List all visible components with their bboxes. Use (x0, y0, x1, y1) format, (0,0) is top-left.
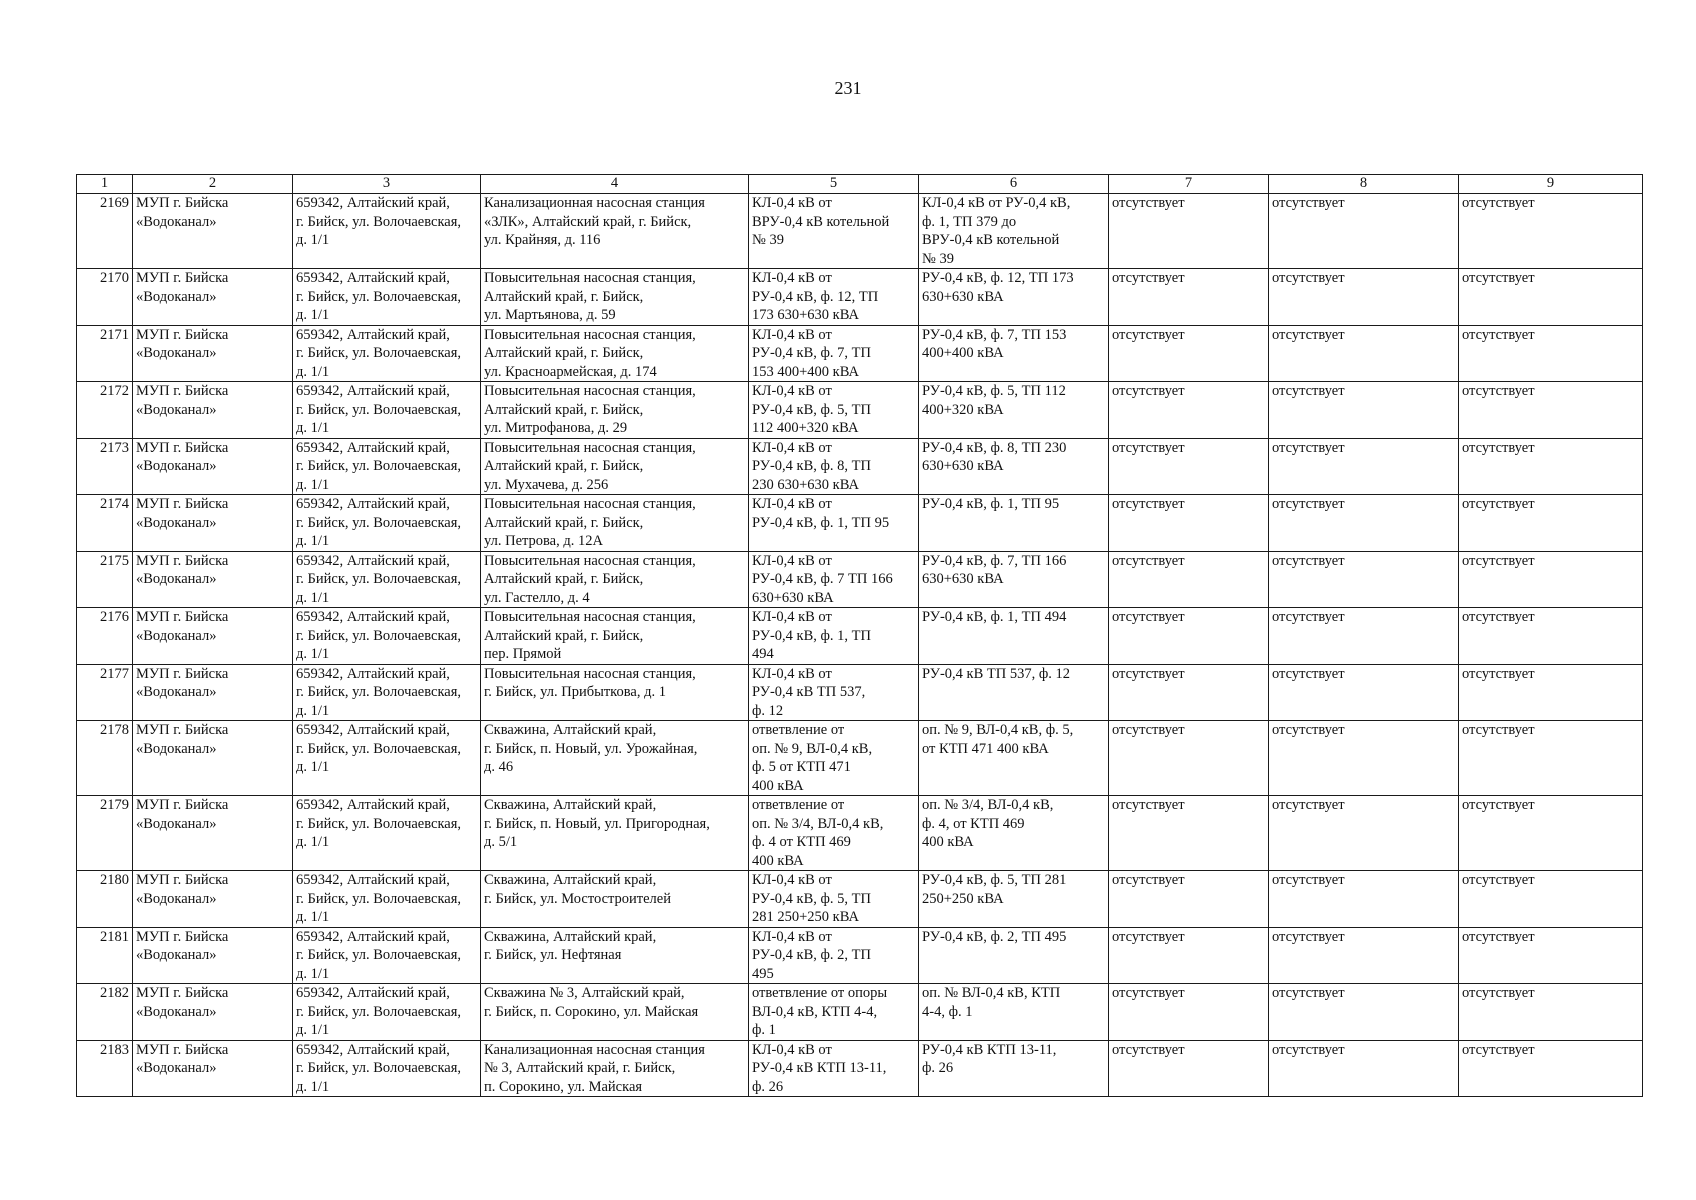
row-number-cell (77, 382, 133, 439)
owner-cell-text: МУП г. Бийска «Водоканал» (136, 1041, 229, 1076)
owner-cell-text: МУП г. Бийска «Водоканал» (136, 872, 229, 907)
column-header: 7 (1109, 175, 1269, 194)
column-7-cell (1109, 438, 1269, 495)
column-9-cell-text: отсутствует (1462, 985, 1535, 1001)
connection-point-cell-text: ответвление от оп. № 9, ВЛ-0,4 кВ, ф. 5 от КТП 471 400 кВА (752, 722, 873, 794)
power-source-cell-text: оп. № 9, ВЛ-0,4 кВ, ф. 5, от КТП 471 400 кВА (922, 722, 1074, 757)
power-source-cell (919, 495, 1109, 552)
object-cell (481, 984, 749, 1041)
owner-cell (133, 325, 293, 382)
address-cell (293, 1040, 481, 1097)
column-7-cell (1109, 927, 1269, 984)
row-number-cell (77, 1040, 133, 1097)
address-cell-text: 659342, Алтайский край, г. Бийск, ул. Волочаевская, д. 1/1 (296, 722, 461, 775)
column-7-cell (1109, 269, 1269, 326)
column-header: 8 (1269, 175, 1459, 194)
column-9-cell-text: отсутствует (1462, 383, 1535, 399)
column-8-cell-text: отсутствует (1272, 552, 1345, 569)
object-cell-text: Повысительная насосная станция, Алтайский край, г. Бийск, ул. Петрова, д. 12А (484, 496, 696, 549)
owner-cell (133, 871, 293, 928)
owner-cell-text: МУП г. Бийска «Водоканал» (136, 797, 229, 832)
table-row (77, 871, 1643, 928)
object-cell (481, 382, 749, 439)
column-7-cell (1109, 796, 1269, 871)
column-header: 9 (1459, 175, 1643, 194)
object-cell-text: Скважина, Алтайский край, г. Бийск, ул. Мостостроителей (484, 872, 671, 907)
owner-cell (133, 382, 293, 439)
address-cell-text: 659342, Алтайский край, г. Бийск, ул. Волочаевская, д. 1/1 (296, 383, 461, 436)
column-7-cell-text: отсутствует (1112, 326, 1185, 343)
table-row (77, 382, 1643, 439)
column-9-cell (1459, 1040, 1643, 1097)
column-9-cell (1459, 927, 1643, 984)
column-7-cell-text: отсутствует (1112, 722, 1185, 738)
power-source-cell-text: РУ-0,4 кВ, ф. 5, ТП 281 250+250 кВА (922, 872, 1067, 907)
row-number-cell-text: 2169 (100, 195, 129, 211)
table-row (77, 194, 1643, 269)
table-row (77, 927, 1643, 984)
column-8-cell (1269, 382, 1459, 439)
address-cell-text: 659342, Алтайский край, г. Бийск, ул. Волочаевская, д. 1/1 (296, 665, 461, 719)
column-9-cell-text: отсутствует (1462, 928, 1535, 945)
column-7-cell (1109, 382, 1269, 439)
address-cell (293, 608, 481, 665)
object-cell (481, 608, 749, 665)
address-cell (293, 269, 481, 326)
address-cell-text: 659342, Алтайский край, г. Бийск, ул. Волочаевская, д. 1/1 (296, 1041, 461, 1095)
column-7-cell-text: отсутствует (1112, 928, 1185, 945)
column-7-cell-text: отсутствует (1112, 195, 1185, 211)
connection-point-cell-text: КЛ-0,4 кВ от РУ-0,4 кВ КТП 13-11, ф. 26 (752, 1041, 887, 1095)
column-9-cell-text: отсутствует (1462, 609, 1535, 625)
power-source-cell-text: оп. № 3/4, ВЛ-0,4 кВ, ф. 4, от КТП 469 400 кВА (922, 797, 1054, 850)
column-header: 1 (77, 175, 133, 194)
column-7-cell-text: отсутствует (1112, 609, 1185, 625)
object-cell-text: Скважина, Алтайский край, г. Бийск, п. Новый, ул. Урожайная, д. 46 (484, 722, 698, 775)
power-source-cell (919, 721, 1109, 796)
connection-point-cell-text: КЛ-0,4 кВ от ВРУ-0,4 кВ котельной № 39 (752, 195, 890, 248)
address-cell-text: 659342, Алтайский край, г. Бийск, ул. Волочаевская, д. 1/1 (296, 797, 461, 850)
table-row (77, 269, 1643, 326)
owner-cell-text: МУП г. Бийска «Водоканал» (136, 928, 229, 963)
column-8-cell (1269, 269, 1459, 326)
column-7-cell (1109, 608, 1269, 665)
column-9-cell (1459, 871, 1643, 928)
address-cell (293, 871, 481, 928)
owner-cell-text: МУП г. Бийска «Водоканал» (136, 609, 229, 644)
row-number-cell-text: 2182 (100, 985, 129, 1001)
column-7-cell (1109, 1040, 1269, 1097)
object-cell (481, 1040, 749, 1097)
connection-point-cell-text: КЛ-0,4 кВ от РУ-0,4 кВ, ф. 2, ТП 495 (752, 928, 871, 982)
power-source-cell (919, 1040, 1109, 1097)
power-source-cell (919, 382, 1109, 439)
row-number-cell (77, 871, 133, 928)
owner-cell (133, 721, 293, 796)
column-8-cell (1269, 438, 1459, 495)
power-source-cell-text: РУ-0,4 кВ, ф. 7, ТП 153 400+400 кВА (922, 326, 1067, 361)
column-8-cell-text: отсутствует (1272, 326, 1345, 343)
column-7-cell (1109, 325, 1269, 382)
object-cell (481, 871, 749, 928)
power-source-cell-text: оп. № ВЛ-0,4 кВ, КТП 4-4, ф. 1 (922, 985, 1061, 1020)
connection-point-cell-text: КЛ-0,4 кВ от РУ-0,4 кВ, ф. 7, ТП 153 400+400 кВА (752, 326, 871, 380)
power-source-cell-text: РУ-0,4 кВ, ф. 12, ТП 173 630+630 кВА (922, 270, 1074, 305)
object-cell (481, 325, 749, 382)
power-source-cell-text: КЛ-0,4 кВ от РУ-0,4 кВ, ф. 1, ТП 379 до ВРУ-0,4 кВ котельной № 39 (922, 195, 1071, 267)
power-source-cell (919, 871, 1109, 928)
column-7-cell (1109, 495, 1269, 552)
power-source-cell (919, 984, 1109, 1041)
address-cell-text: 659342, Алтайский край, г. Бийск, ул. Волочаевская, д. 1/1 (296, 609, 461, 662)
column-9-cell (1459, 269, 1643, 326)
object-cell (481, 269, 749, 326)
registry-table (76, 174, 1643, 1097)
column-8-cell-text: отсутствует (1272, 872, 1345, 888)
column-7-cell (1109, 984, 1269, 1041)
column-8-cell (1269, 551, 1459, 608)
row-number-cell (77, 984, 133, 1041)
owner-cell-text: МУП г. Бийска «Водоканал» (136, 383, 229, 418)
column-7-cell-text: отсутствует (1112, 1041, 1185, 1058)
object-cell-text: Скважина, Алтайский край, г. Бийск, ул. Нефтяная (484, 928, 657, 963)
owner-cell-text: МУП г. Бийска «Водоканал» (136, 326, 229, 361)
row-number-cell (77, 664, 133, 721)
row-number-cell (77, 269, 133, 326)
connection-point-cell-text: КЛ-0,4 кВ от РУ-0,4 кВ, ф. 12, ТП 173 630+630 кВА (752, 270, 879, 323)
column-9-cell-text: отсутствует (1462, 195, 1535, 211)
owner-cell (133, 796, 293, 871)
row-number-cell-text: 2175 (100, 552, 129, 569)
column-8-cell (1269, 984, 1459, 1041)
column-7-cell-text: отсутствует (1112, 665, 1185, 682)
column-8-cell (1269, 325, 1459, 382)
object-cell-text: Скважина, Алтайский край, г. Бийск, п. Новый, ул. Пригородная, д. 5/1 (484, 797, 710, 850)
connection-point-cell (749, 1040, 919, 1097)
column-9-cell-text: отсутствует (1462, 722, 1535, 738)
column-9-cell (1459, 194, 1643, 269)
column-7-cell (1109, 194, 1269, 269)
owner-cell-text: МУП г. Бийска «Водоканал» (136, 270, 229, 305)
address-cell-text: 659342, Алтайский край, г. Бийск, ул. Волочаевская, д. 1/1 (296, 496, 461, 549)
owner-cell (133, 438, 293, 495)
connection-point-cell-text: КЛ-0,4 кВ от РУ-0,4 кВ, ф. 7 ТП 166 630+630 кВА (752, 552, 893, 606)
column-7-cell-text: отсутствует (1112, 439, 1185, 456)
address-cell (293, 984, 481, 1041)
column-8-cell (1269, 871, 1459, 928)
connection-point-cell-text: КЛ-0,4 кВ от РУ-0,4 кВ, ф. 8, ТП 230 630+630 кВА (752, 439, 871, 493)
table-row (77, 608, 1643, 665)
column-9-cell-text: отсутствует (1462, 872, 1535, 888)
power-source-cell (919, 438, 1109, 495)
row-number-cell (77, 495, 133, 552)
connection-point-cell (749, 871, 919, 928)
connection-point-cell (749, 608, 919, 665)
connection-point-cell-text: КЛ-0,4 кВ от РУ-0,4 кВ ТП 537, ф. 12 (752, 665, 866, 719)
power-source-cell-text: РУ-0,4 кВ, ф. 2, ТП 495 (922, 928, 1067, 945)
column-9-cell-text: отсутствует (1462, 797, 1535, 813)
row-number-cell-text: 2176 (100, 609, 129, 625)
owner-cell (133, 984, 293, 1041)
address-cell-text: 659342, Алтайский край, г. Бийск, ул. Волочаевская, д. 1/1 (296, 195, 461, 248)
owner-cell-text: МУП г. Бийска «Водоканал» (136, 439, 229, 474)
connection-point-cell (749, 382, 919, 439)
column-7-cell (1109, 871, 1269, 928)
owner-cell-text: МУП г. Бийска «Водоканал» (136, 665, 229, 700)
table-row (77, 325, 1643, 382)
row-number-cell-text: 2174 (100, 496, 129, 512)
object-cell-text: Повысительная насосная станция, Алтайский край, г. Бийск, пер. Прямой (484, 609, 696, 662)
connection-point-cell-text: КЛ-0,4 кВ от РУ-0,4 кВ, ф. 5, ТП 281 250+250 кВА (752, 872, 871, 925)
object-cell-text: Канализационная насосная станция «ЗЛК», Алтайский край, г. Бийск, ул. Крайняя, д. 116 (484, 195, 705, 248)
object-cell (481, 194, 749, 269)
column-8-cell (1269, 796, 1459, 871)
address-cell-text: 659342, Алтайский край, г. Бийск, ул. Волочаевская, д. 1/1 (296, 326, 461, 380)
connection-point-cell-text: КЛ-0,4 кВ от РУ-0,4 кВ, ф. 1, ТП 494 (752, 609, 871, 662)
power-source-cell (919, 325, 1109, 382)
power-source-cell (919, 664, 1109, 721)
power-source-cell (919, 608, 1109, 665)
row-number-cell-text: 2183 (100, 1041, 129, 1058)
column-8-cell-text: отсутствует (1272, 797, 1345, 813)
column-8-cell (1269, 1040, 1459, 1097)
column-9-cell-text: отсутствует (1462, 665, 1535, 682)
table-row (77, 438, 1643, 495)
row-number-cell-text: 2173 (100, 439, 129, 456)
power-source-cell-text: РУ-0,4 кВ, ф. 1, ТП 95 (922, 496, 1060, 512)
connection-point-cell-text: КЛ-0,4 кВ от РУ-0,4 кВ, ф. 1, ТП 95 (752, 496, 890, 531)
table-row (77, 551, 1643, 608)
connection-point-cell (749, 721, 919, 796)
connection-point-cell (749, 269, 919, 326)
power-source-cell-text: РУ-0,4 кВ КТП 13-11, ф. 26 (922, 1041, 1057, 1076)
table-row (77, 1040, 1643, 1097)
row-number-cell-text: 2177 (100, 665, 129, 682)
column-8-cell (1269, 927, 1459, 984)
row-number-cell (77, 796, 133, 871)
object-cell-text: Повысительная насосная станция, Алтайский край, г. Бийск, ул. Митрофанова, д. 29 (484, 383, 696, 436)
column-9-cell (1459, 325, 1643, 382)
row-number-cell-text: 2181 (100, 928, 129, 945)
owner-cell (133, 269, 293, 326)
owner-cell (133, 551, 293, 608)
owner-cell-text: МУП г. Бийска «Водоканал» (136, 496, 229, 531)
address-cell-text: 659342, Алтайский край, г. Бийск, ул. Волочаевская, д. 1/1 (296, 985, 461, 1038)
column-9-cell (1459, 984, 1643, 1041)
column-9-cell-text: отсутствует (1462, 496, 1535, 512)
connection-point-cell (749, 664, 919, 721)
object-cell-text: Повысительная насосная станция, Алтайский край, г. Бийск, ул. Мартьянова, д. 59 (484, 270, 696, 323)
object-cell-text: Повысительная насосная станция, Алтайский край, г. Бийск, ул. Гастелло, д. 4 (484, 552, 696, 606)
column-9-cell (1459, 551, 1643, 608)
column-8-cell-text: отсутствует (1272, 496, 1345, 512)
power-source-cell (919, 551, 1109, 608)
object-cell (481, 796, 749, 871)
address-cell (293, 495, 481, 552)
object-cell (481, 495, 749, 552)
column-header: 3 (293, 175, 481, 194)
column-9-cell (1459, 495, 1643, 552)
connection-point-cell (749, 325, 919, 382)
column-7-cell-text: отсутствует (1112, 552, 1185, 569)
column-header: 2 (133, 175, 293, 194)
column-8-cell (1269, 721, 1459, 796)
owner-cell (133, 1040, 293, 1097)
connection-point-cell (749, 438, 919, 495)
address-cell (293, 194, 481, 269)
owner-cell-text: МУП г. Бийска «Водоканал» (136, 722, 229, 757)
owner-cell (133, 495, 293, 552)
column-8-cell (1269, 608, 1459, 665)
column-header: 5 (749, 175, 919, 194)
table-row (77, 495, 1643, 552)
row-number-cell-text: 2170 (100, 270, 129, 286)
page-number: 231 (834, 78, 862, 98)
owner-cell-text: МУП г. Бийска «Водоканал» (136, 552, 229, 587)
object-cell-text: Повысительная насосная станция, Алтайский край, г. Бийск, ул. Красноармейская, д. 174 (484, 326, 696, 380)
object-cell (481, 927, 749, 984)
power-source-cell-text: РУ-0,4 кВ, ф. 7, ТП 166 630+630 кВА (922, 552, 1067, 587)
address-cell-text: 659342, Алтайский край, г. Бийск, ул. Волочаевская, д. 1/1 (296, 270, 461, 323)
object-cell (481, 551, 749, 608)
address-cell (293, 382, 481, 439)
column-9-cell-text: отсутствует (1462, 439, 1535, 456)
connection-point-cell-text: ответвление от оп. № 3/4, ВЛ-0,4 кВ, ф. 4 от КТП 469 400 кВА (752, 797, 884, 869)
address-cell (293, 927, 481, 984)
object-cell (481, 721, 749, 796)
row-number-cell (77, 927, 133, 984)
column-9-cell (1459, 721, 1643, 796)
row-number-cell-text: 2178 (100, 722, 129, 738)
power-source-cell (919, 796, 1109, 871)
column-7-cell (1109, 664, 1269, 721)
owner-cell-text: МУП г. Бийска «Водоканал» (136, 195, 229, 230)
column-8-cell-text: отсутствует (1272, 609, 1345, 625)
column-9-cell (1459, 438, 1643, 495)
column-9-cell (1459, 796, 1643, 871)
table-row (77, 796, 1643, 871)
column-8-cell-text: отсутствует (1272, 928, 1345, 945)
power-source-cell-text: РУ-0,4 кВ, ф. 1, ТП 494 (922, 609, 1067, 625)
column-8-cell-text: отсутствует (1272, 270, 1345, 286)
column-7-cell-text: отсутствует (1112, 383, 1185, 399)
table-body (77, 194, 1643, 1097)
owner-cell (133, 608, 293, 665)
column-9-cell (1459, 664, 1643, 721)
column-8-cell-text: отсутствует (1272, 1041, 1345, 1058)
column-9-cell-text: отсутствует (1462, 1041, 1535, 1058)
column-8-cell-text: отсутствует (1272, 985, 1345, 1001)
power-source-cell (919, 194, 1109, 269)
object-cell (481, 438, 749, 495)
connection-point-cell (749, 551, 919, 608)
object-cell (481, 664, 749, 721)
column-9-cell-text: отсутствует (1462, 326, 1535, 343)
column-8-cell (1269, 495, 1459, 552)
connection-point-cell (749, 495, 919, 552)
column-7-cell-text: отсутствует (1112, 872, 1185, 888)
owner-cell (133, 664, 293, 721)
power-source-cell-text: РУ-0,4 кВ, ф. 5, ТП 112 400+320 кВА (922, 383, 1066, 418)
column-8-cell-text: отсутствует (1272, 439, 1345, 456)
address-cell-text: 659342, Алтайский край, г. Бийск, ул. Волочаевская, д. 1/1 (296, 928, 461, 982)
connection-point-cell-text: КЛ-0,4 кВ от РУ-0,4 кВ, ф. 5, ТП 112 400+320 кВА (752, 383, 871, 436)
object-cell-text: Канализационная насосная станция № 3, Алтайский край, г. Бийск, п. Сорокино, ул. Майская (484, 1041, 705, 1095)
address-cell (293, 664, 481, 721)
row-number-cell (77, 325, 133, 382)
column-8-cell-text: отсутствует (1272, 195, 1345, 211)
row-number-cell (77, 194, 133, 269)
address-cell-text: 659342, Алтайский край, г. Бийск, ул. Волочаевская, д. 1/1 (296, 872, 461, 925)
connection-point-cell (749, 796, 919, 871)
column-7-cell-text: отсутствует (1112, 270, 1185, 286)
column-9-cell-text: отсутствует (1462, 270, 1535, 286)
table-row (77, 664, 1643, 721)
row-number-cell (77, 721, 133, 796)
connection-point-cell (749, 194, 919, 269)
row-number-cell (77, 608, 133, 665)
column-9-cell (1459, 382, 1643, 439)
column-8-cell (1269, 664, 1459, 721)
column-7-cell-text: отсутствует (1112, 797, 1185, 813)
address-cell (293, 551, 481, 608)
row-number-cell-text: 2179 (100, 797, 129, 813)
connection-point-cell-text: ответвление от опоры ВЛ-0,4 кВ, КТП 4-4, ф. 1 (752, 985, 888, 1038)
address-cell (293, 721, 481, 796)
owner-cell-text: МУП г. Бийска «Водоканал» (136, 985, 229, 1020)
column-8-cell-text: отсутствует (1272, 722, 1345, 738)
column-9-cell (1459, 608, 1643, 665)
row-number-cell-text: 2180 (100, 872, 129, 888)
column-9-cell-text: отсутствует (1462, 552, 1535, 569)
table-row (77, 721, 1643, 796)
column-header: 4 (481, 175, 749, 194)
column-header: 6 (919, 175, 1109, 194)
object-cell-text: Повысительная насосная станция, Алтайский край, г. Бийск, ул. Мухачева, д. 256 (484, 439, 696, 493)
row-number-cell (77, 438, 133, 495)
power-source-cell-text: РУ-0,4 кВ ТП 537, ф. 12 (922, 665, 1070, 682)
row-number-cell-text: 2172 (100, 383, 129, 399)
column-8-cell-text: отсутствует (1272, 383, 1345, 399)
address-cell (293, 325, 481, 382)
column-7-cell (1109, 721, 1269, 796)
column-8-cell (1269, 194, 1459, 269)
address-cell (293, 796, 481, 871)
column-7-cell-text: отсутствует (1112, 985, 1185, 1001)
object-cell-text: Скважина № 3, Алтайский край, г. Бийск, п. Сорокино, ул. Майская (484, 985, 699, 1020)
owner-cell (133, 927, 293, 984)
power-source-cell (919, 927, 1109, 984)
owner-cell (133, 194, 293, 269)
column-7-cell-text: отсутствует (1112, 496, 1185, 512)
address-cell-text: 659342, Алтайский край, г. Бийск, ул. Волочаевская, д. 1/1 (296, 552, 461, 606)
power-source-cell-text: РУ-0,4 кВ, ф. 8, ТП 230 630+630 кВА (922, 439, 1067, 474)
table-row (77, 984, 1643, 1041)
row-number-cell-text: 2171 (100, 326, 129, 343)
column-8-cell-text: отсутствует (1272, 665, 1345, 682)
header-row (77, 175, 1643, 194)
power-source-cell (919, 269, 1109, 326)
connection-point-cell (749, 984, 919, 1041)
address-cell (293, 438, 481, 495)
row-number-cell (77, 551, 133, 608)
column-7-cell (1109, 551, 1269, 608)
address-cell-text: 659342, Алтайский край, г. Бийск, ул. Волочаевская, д. 1/1 (296, 439, 461, 493)
object-cell-text: Повысительная насосная станция, г. Бийск, ул. Прибыткова, д. 1 (484, 665, 696, 700)
connection-point-cell (749, 927, 919, 984)
